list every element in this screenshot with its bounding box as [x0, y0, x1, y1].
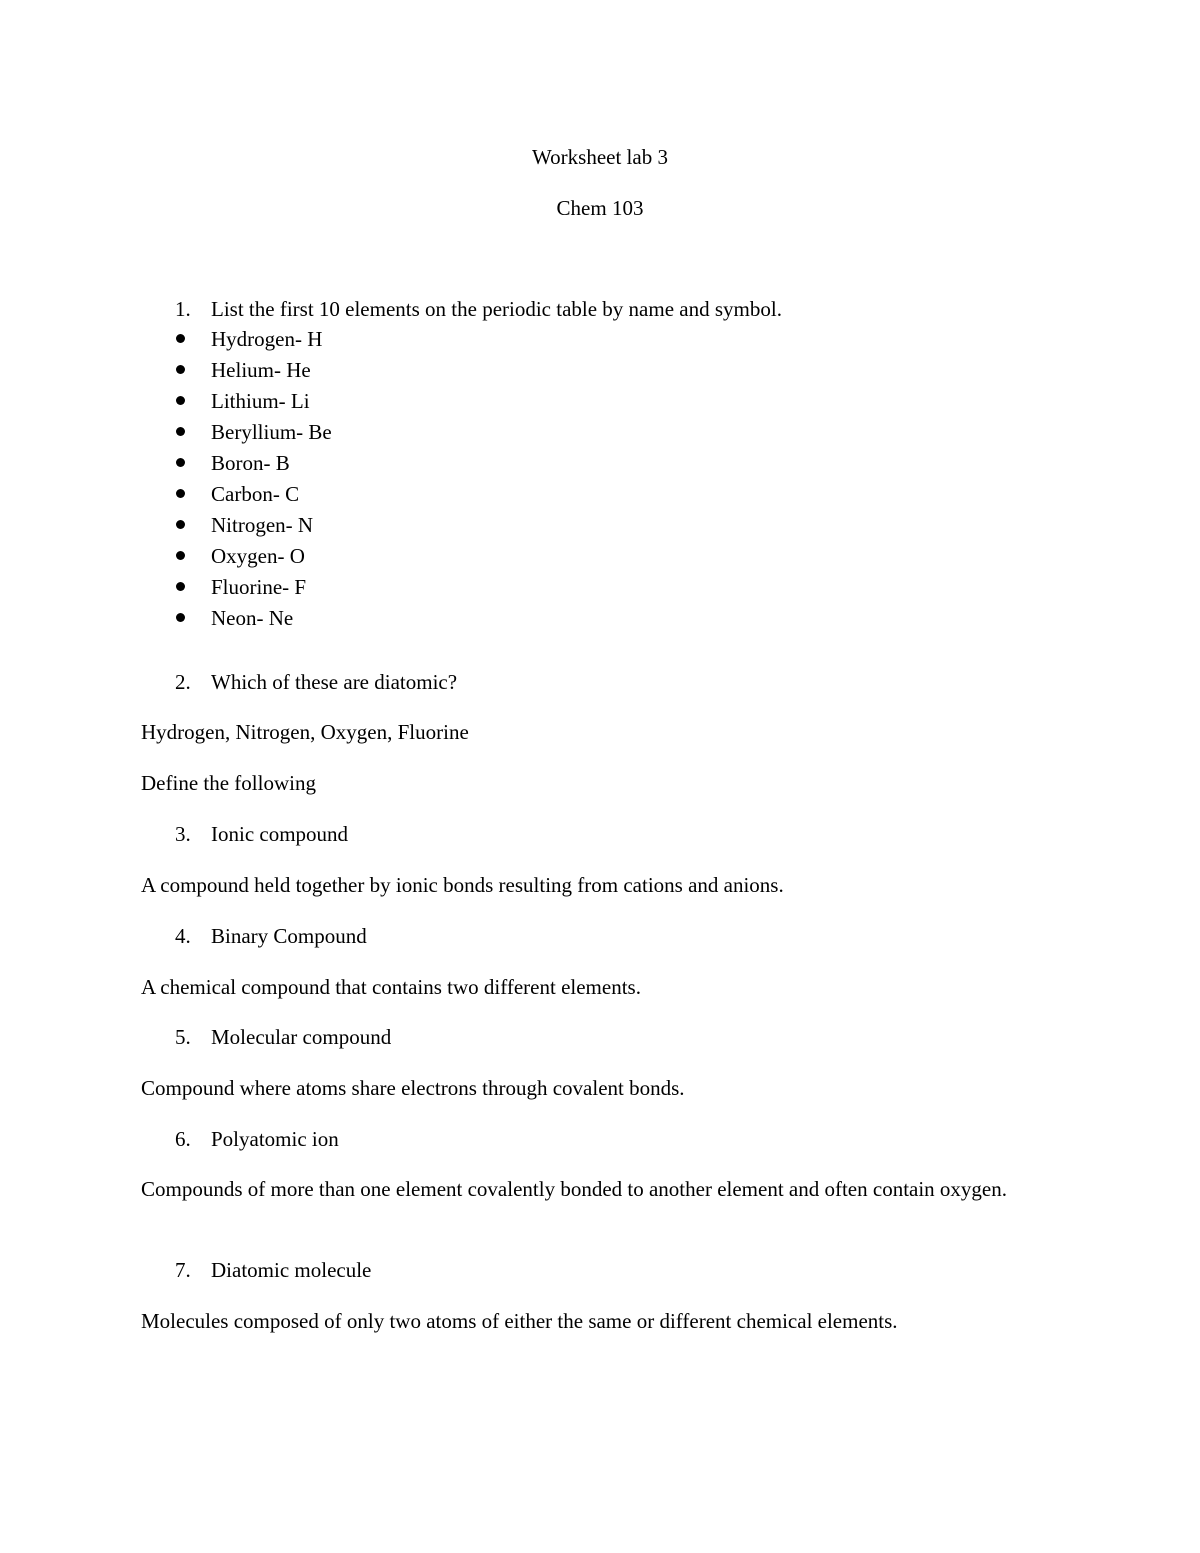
term-text: Polyatomic ion	[211, 1127, 339, 1151]
element-entry: Carbon- C	[211, 482, 300, 506]
bullet-icon	[176, 613, 185, 622]
question-number: 5.	[175, 1025, 191, 1049]
term-text: Molecular compound	[211, 1025, 392, 1049]
bullet-icon	[176, 458, 185, 467]
answer-text: A compound held together by ionic bonds resulting from cations and anions.	[141, 873, 784, 897]
bullet-icon	[176, 520, 185, 529]
term-text: Ionic compound	[211, 822, 349, 846]
bullet-icon	[176, 582, 185, 591]
section-heading: Define the following	[141, 771, 316, 795]
answer-text: Compounds of more than one element covalently bonded to another element and often contain oxygen.	[141, 1177, 1008, 1201]
answer-text: Hydrogen, Nitrogen, Oxygen, Fluorine	[141, 720, 469, 744]
question-number: 2.	[175, 670, 191, 694]
element-entry: Fluorine- F	[211, 575, 307, 599]
question-text: List the first 10 elements on the periodic table by name and symbol.	[211, 297, 782, 321]
bullet-icon	[176, 427, 185, 436]
element-entry: Beryllium- Be	[211, 420, 332, 444]
bullet-icon	[176, 334, 185, 343]
answer-text: A chemical compound that contains two different elements.	[141, 975, 641, 999]
bullet-icon	[176, 396, 185, 405]
question-text: Which of these are diatomic?	[211, 670, 458, 694]
element-entry: Lithium- Li	[211, 389, 310, 413]
term-text: Diatomic molecule	[211, 1258, 372, 1282]
document-subtitle: Chem 103	[556, 196, 644, 220]
question-number: 6.	[175, 1127, 191, 1151]
term-text: Binary Compound	[211, 924, 367, 948]
bullet-icon	[176, 551, 185, 560]
element-entry: Helium- He	[211, 358, 311, 382]
bullet-icon	[176, 365, 185, 374]
question-number: 4.	[175, 924, 191, 948]
answer-text: Molecules composed of only two atoms of either the same or different chemical elements.	[141, 1309, 898, 1333]
answer-text: Compound where atoms share electrons through covalent bonds.	[141, 1076, 685, 1100]
element-entry: Boron- B	[211, 451, 290, 475]
question-number: 1.	[175, 297, 191, 321]
element-entry: Oxygen- O	[211, 544, 305, 568]
element-entry: Nitrogen- N	[211, 513, 314, 537]
bullet-icon	[176, 489, 185, 498]
question-number: 7.	[175, 1258, 191, 1282]
element-entry: Neon- Ne	[211, 606, 294, 630]
element-entry: Hydrogen- H	[211, 327, 323, 351]
question-number: 3.	[175, 822, 191, 846]
document-title: Worksheet lab 3	[532, 145, 668, 169]
